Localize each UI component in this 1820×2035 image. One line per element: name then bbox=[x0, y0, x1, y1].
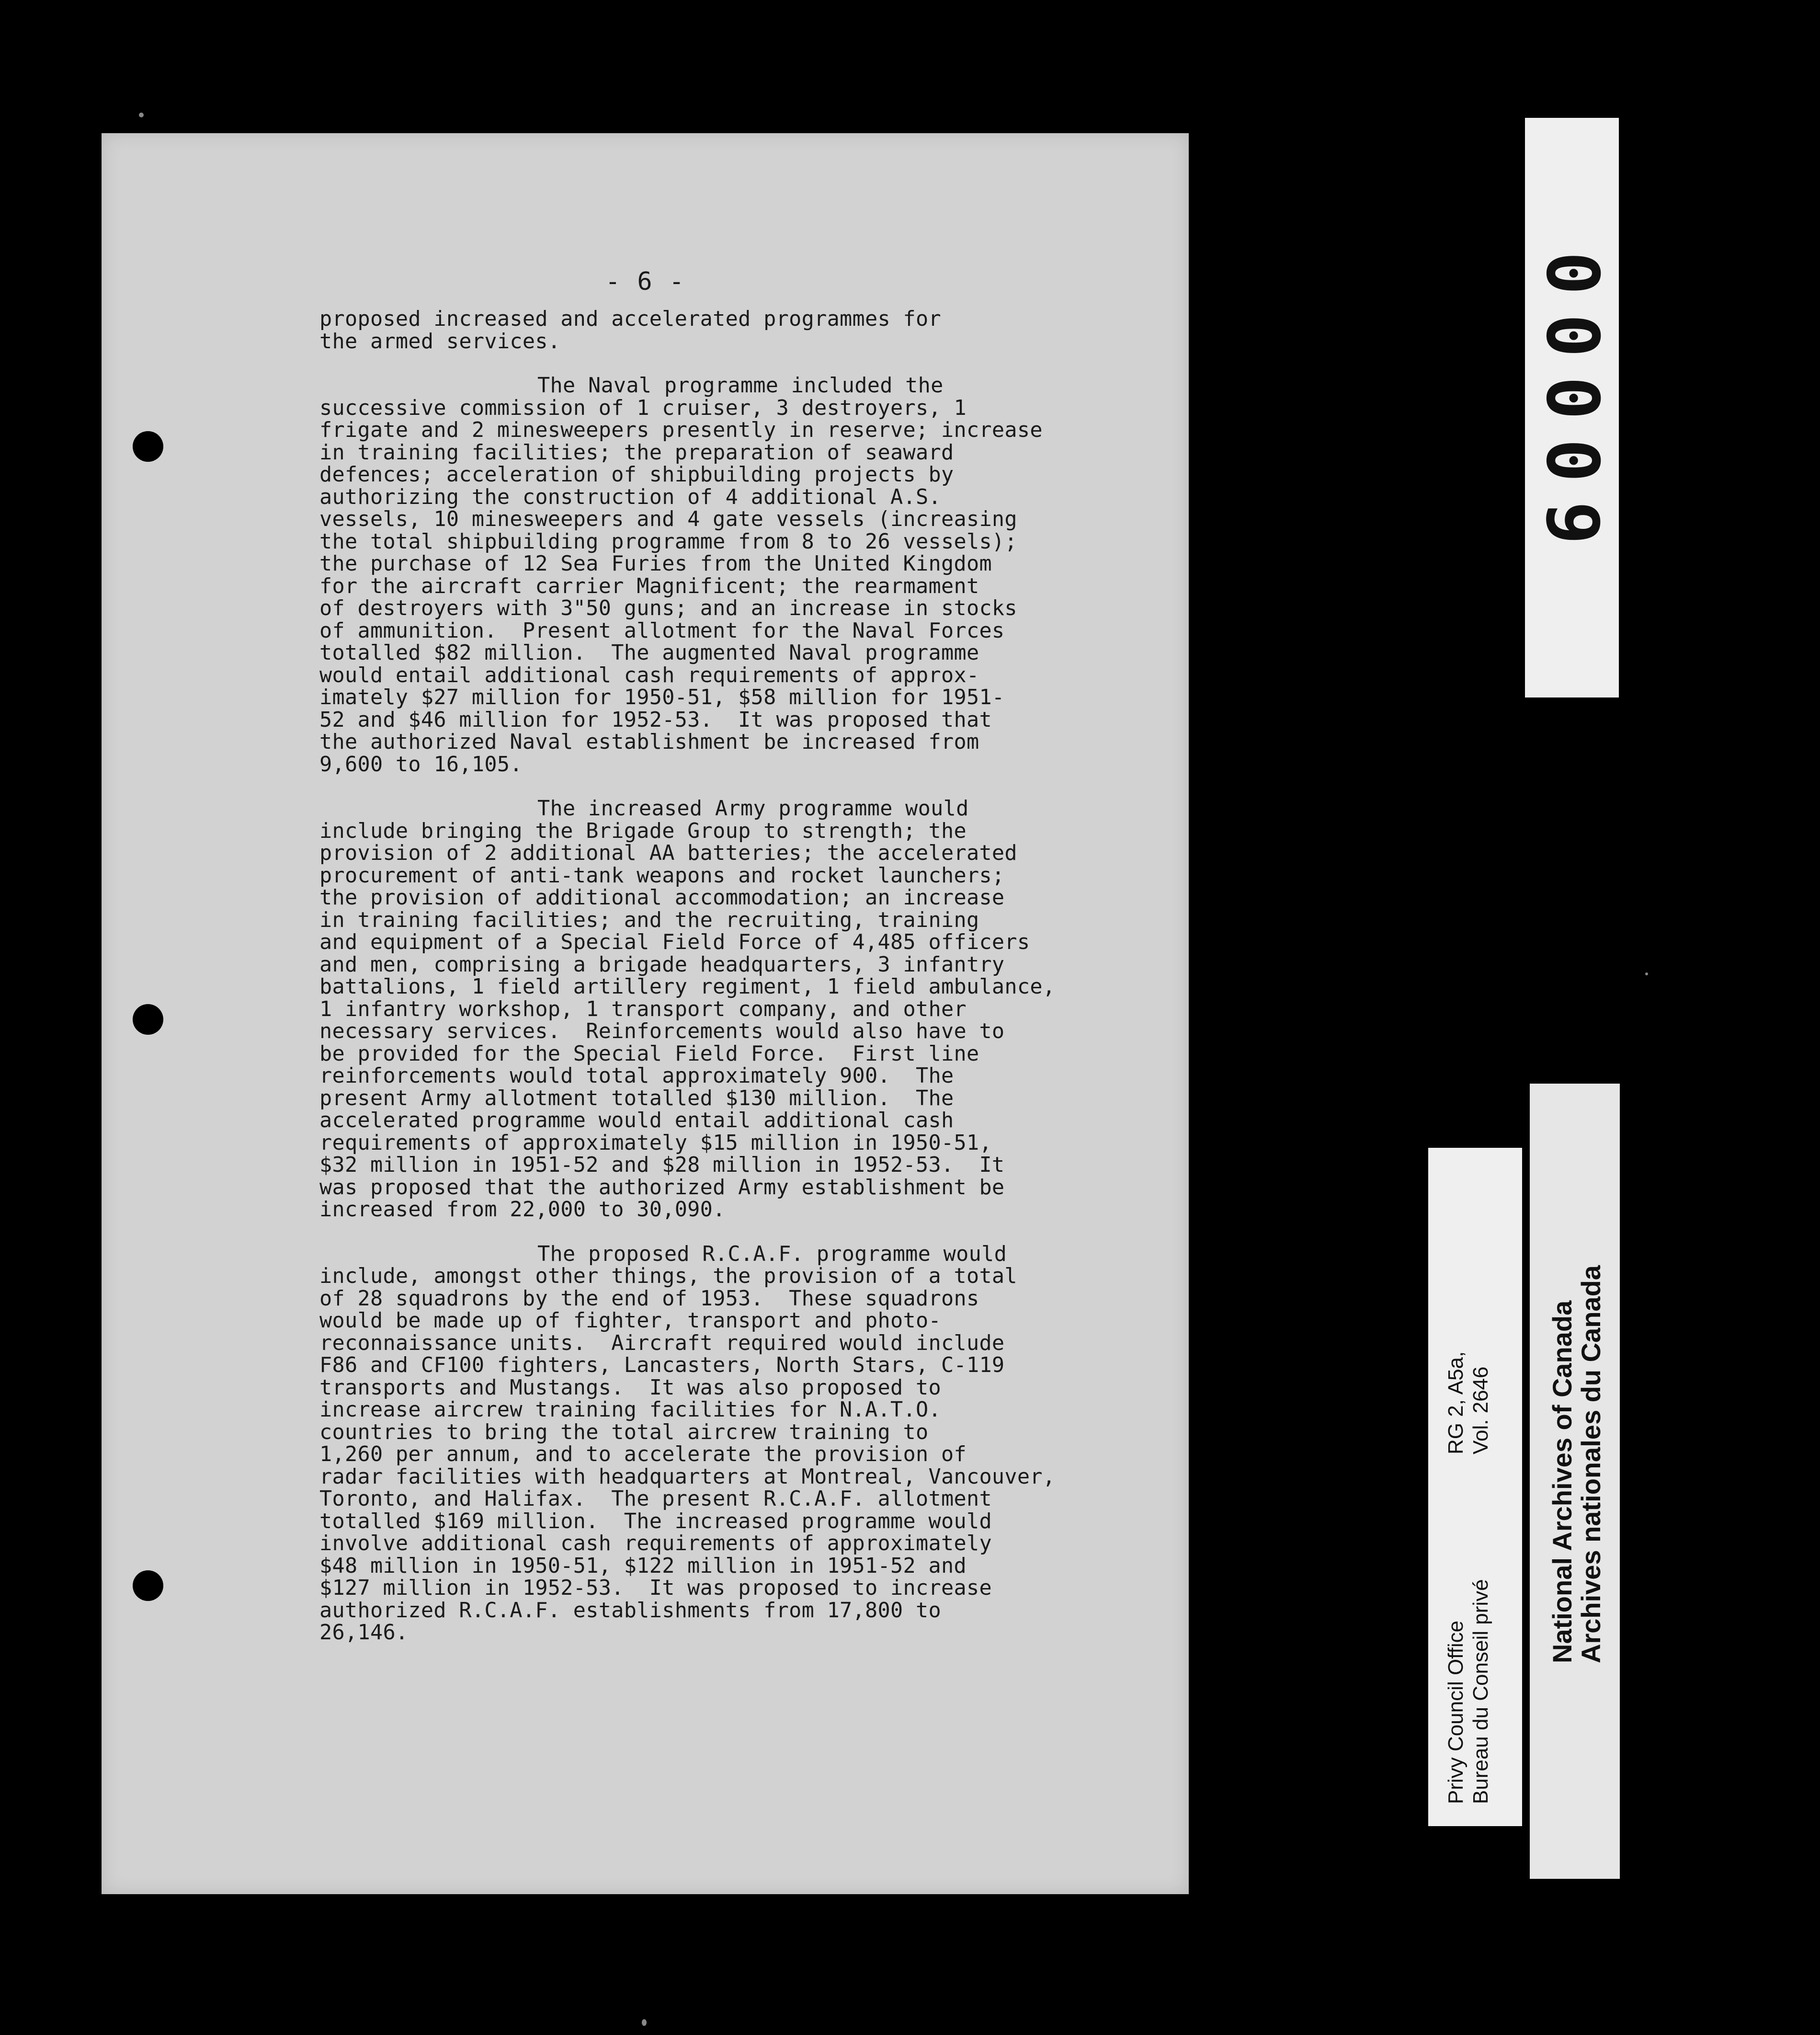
text-line: $127 million in 1952-53. It was proposed to increase bbox=[319, 1576, 992, 1600]
frame-number-label bbox=[1525, 118, 1619, 697]
text-line: vessels, 10 minesweepers and 4 gate vessels (increasing bbox=[319, 507, 1017, 531]
volume-number: Vol. 2646 bbox=[1469, 1366, 1492, 1454]
text-line: authorized R.C.A.F. establishments from 17,800 to bbox=[319, 1598, 941, 1623]
archives-name bbox=[1548, 1265, 1605, 1663]
text-line: frigate and 2 minesweepers presently in reserve; increase bbox=[319, 418, 1043, 442]
text-line: Toronto, and Halifax. The present R.C.A.F. allotment bbox=[319, 1487, 992, 1511]
text-line: transports and Mustangs. It was also proposed to bbox=[319, 1375, 941, 1400]
office-name-en: Privy Council Office bbox=[1444, 1620, 1467, 1804]
text-line: necessary services. Reinforcements would also have to bbox=[319, 1019, 1005, 1043]
text-line: involve additional cash requirements of approximately bbox=[319, 1532, 992, 1555]
text-line: totalled $82 million. The augmented Naval programme bbox=[319, 641, 979, 665]
text-line: 1 infantry workshop, 1 transport company, and other bbox=[319, 997, 967, 1021]
paragraph bbox=[319, 798, 1182, 1221]
text-line: 9,600 to 16,105. bbox=[319, 752, 523, 777]
text-line: F86 and CF100 fighters, Lancasters, North Stars, C-119 bbox=[319, 1353, 1005, 1377]
office-name bbox=[1444, 1579, 1493, 1804]
text-line: in training facilities; the preparation of seaward bbox=[319, 440, 954, 465]
text-line: and equipment of a Special Field Force of 4,485 officers bbox=[319, 930, 1030, 954]
text-line: include, amongst other things, the provision of a total bbox=[319, 1264, 1017, 1288]
text-line: 26,146. bbox=[319, 1621, 409, 1645]
text-line: The Naval programme included the bbox=[537, 374, 944, 398]
record-reference bbox=[1444, 1351, 1493, 1454]
text-line: the authorized Naval establishment be increased from bbox=[319, 730, 979, 754]
text-line: reinforcements would total approximately 900. The bbox=[319, 1064, 954, 1088]
text-line: battalions, 1 field artillery regiment, 1 field ambulance, bbox=[319, 975, 1056, 999]
text-line: of ammunition. Present allotment for the Naval Forces bbox=[319, 618, 1005, 643]
text-line: The proposed R.C.A.F. programme would bbox=[537, 1242, 1007, 1266]
text-line: the total shipbuilding programme from 8 to 26 vessels); bbox=[319, 529, 1017, 554]
text-line: and men, comprising a brigade headquarters, 3 infantry bbox=[319, 952, 1005, 977]
paragraph bbox=[319, 375, 1182, 776]
paragraph bbox=[319, 308, 1182, 353]
text-line: proposed increased and accelerated programmes for bbox=[319, 307, 941, 331]
text-line: provision of 2 additional AA batteries; the accelerated bbox=[319, 841, 1017, 865]
text-line: $32 million in 1951-52 and $28 million in 1952-53. It bbox=[319, 1153, 1005, 1177]
punch-hole bbox=[133, 431, 163, 462]
text-line: for the aircraft carrier Magnificent; the rearmament bbox=[319, 574, 979, 598]
punch-hole bbox=[133, 1570, 163, 1601]
text-line: 1,260 per annum, and to accelerate the provision of bbox=[319, 1442, 967, 1466]
page-number: - 6 - bbox=[605, 267, 685, 296]
text-line: of 28 squadrons by the end of 1953. These squadrons bbox=[319, 1286, 979, 1311]
text-line: was proposed that the authorized Army establishment be bbox=[319, 1175, 1005, 1200]
archives-name-fr: Archives nationales du Canada bbox=[1576, 1265, 1606, 1663]
text-line: the purchase of 12 Sea Furies from the United Kingdom bbox=[319, 552, 992, 576]
text-line: increase aircrew training facilities for N.A.T.O. bbox=[319, 1398, 941, 1422]
text-line: would be made up of fighter, transport and photo- bbox=[319, 1309, 941, 1333]
document-page bbox=[102, 133, 1189, 1894]
text-line: procurement of anti-tank weapons and rocket launchers; bbox=[319, 863, 1005, 888]
paragraph bbox=[319, 1243, 1182, 1644]
text-line: successive commission of 1 cruiser, 3 destroyers, 1 bbox=[319, 396, 967, 420]
text-line: authorizing the construction of 4 additional A.S. bbox=[319, 485, 941, 509]
text-line: the provision of additional accommodation; an increase bbox=[319, 886, 1005, 910]
text-line: countries to bring the total aircrew training to bbox=[319, 1420, 929, 1444]
text-line: of destroyers with 3"50 guns; and an increase in stocks bbox=[319, 596, 1017, 620]
text-line: totalled $169 million. The increased programme would bbox=[319, 1509, 992, 1533]
text-line: radar facilities with headquarters at Montreal, Vancouver, bbox=[319, 1464, 1056, 1489]
text-line: would entail additional cash requirements of approx- bbox=[319, 663, 979, 687]
text-line: increased from 22,000 to 30,090. bbox=[319, 1198, 726, 1222]
text-line: requirements of approximately $15 million in 1950-51, bbox=[319, 1131, 992, 1155]
text-line: reconnaissance units. Aircraft required would include bbox=[319, 1331, 1005, 1355]
film-speck bbox=[1645, 972, 1648, 975]
text-line: include bringing the Brigade Group to strength; the bbox=[319, 819, 967, 843]
film-speck bbox=[139, 113, 144, 117]
text-line: 52 and $46 million for 1952-53. It was proposed that bbox=[319, 708, 992, 732]
frame-number: 00009 bbox=[1530, 252, 1614, 564]
text-line: be provided for the Special Field Force. First line bbox=[319, 1041, 979, 1066]
punch-hole bbox=[133, 1004, 163, 1035]
text-line: in training facilities; and the recruiting, training bbox=[319, 908, 979, 932]
archive-reference-slip bbox=[1428, 1148, 1522, 1826]
record-group: RG 2, A5a, bbox=[1444, 1351, 1467, 1454]
text-line: present Army allotment totalled $130 million. The bbox=[319, 1086, 954, 1110]
archives-label bbox=[1530, 1084, 1620, 1879]
text-line: The increased Army programme would bbox=[537, 797, 969, 821]
text-line: imately $27 million for 1950-51, $58 million for 1951- bbox=[319, 686, 1005, 709]
text-line: the armed services. bbox=[319, 329, 561, 354]
film-speck bbox=[642, 2019, 647, 2026]
office-name-fr: Bureau du Conseil privé bbox=[1469, 1579, 1492, 1804]
document-body bbox=[319, 308, 1182, 1666]
text-line: $48 million in 1950-51, $122 million in 1951-52 and bbox=[319, 1554, 967, 1578]
text-line: accelerated programme would entail additional cash bbox=[319, 1109, 954, 1132]
text-line: defences; acceleration of shipbuilding projects by bbox=[319, 463, 954, 487]
archives-name-en: National Archives of Canada bbox=[1547, 1300, 1577, 1663]
